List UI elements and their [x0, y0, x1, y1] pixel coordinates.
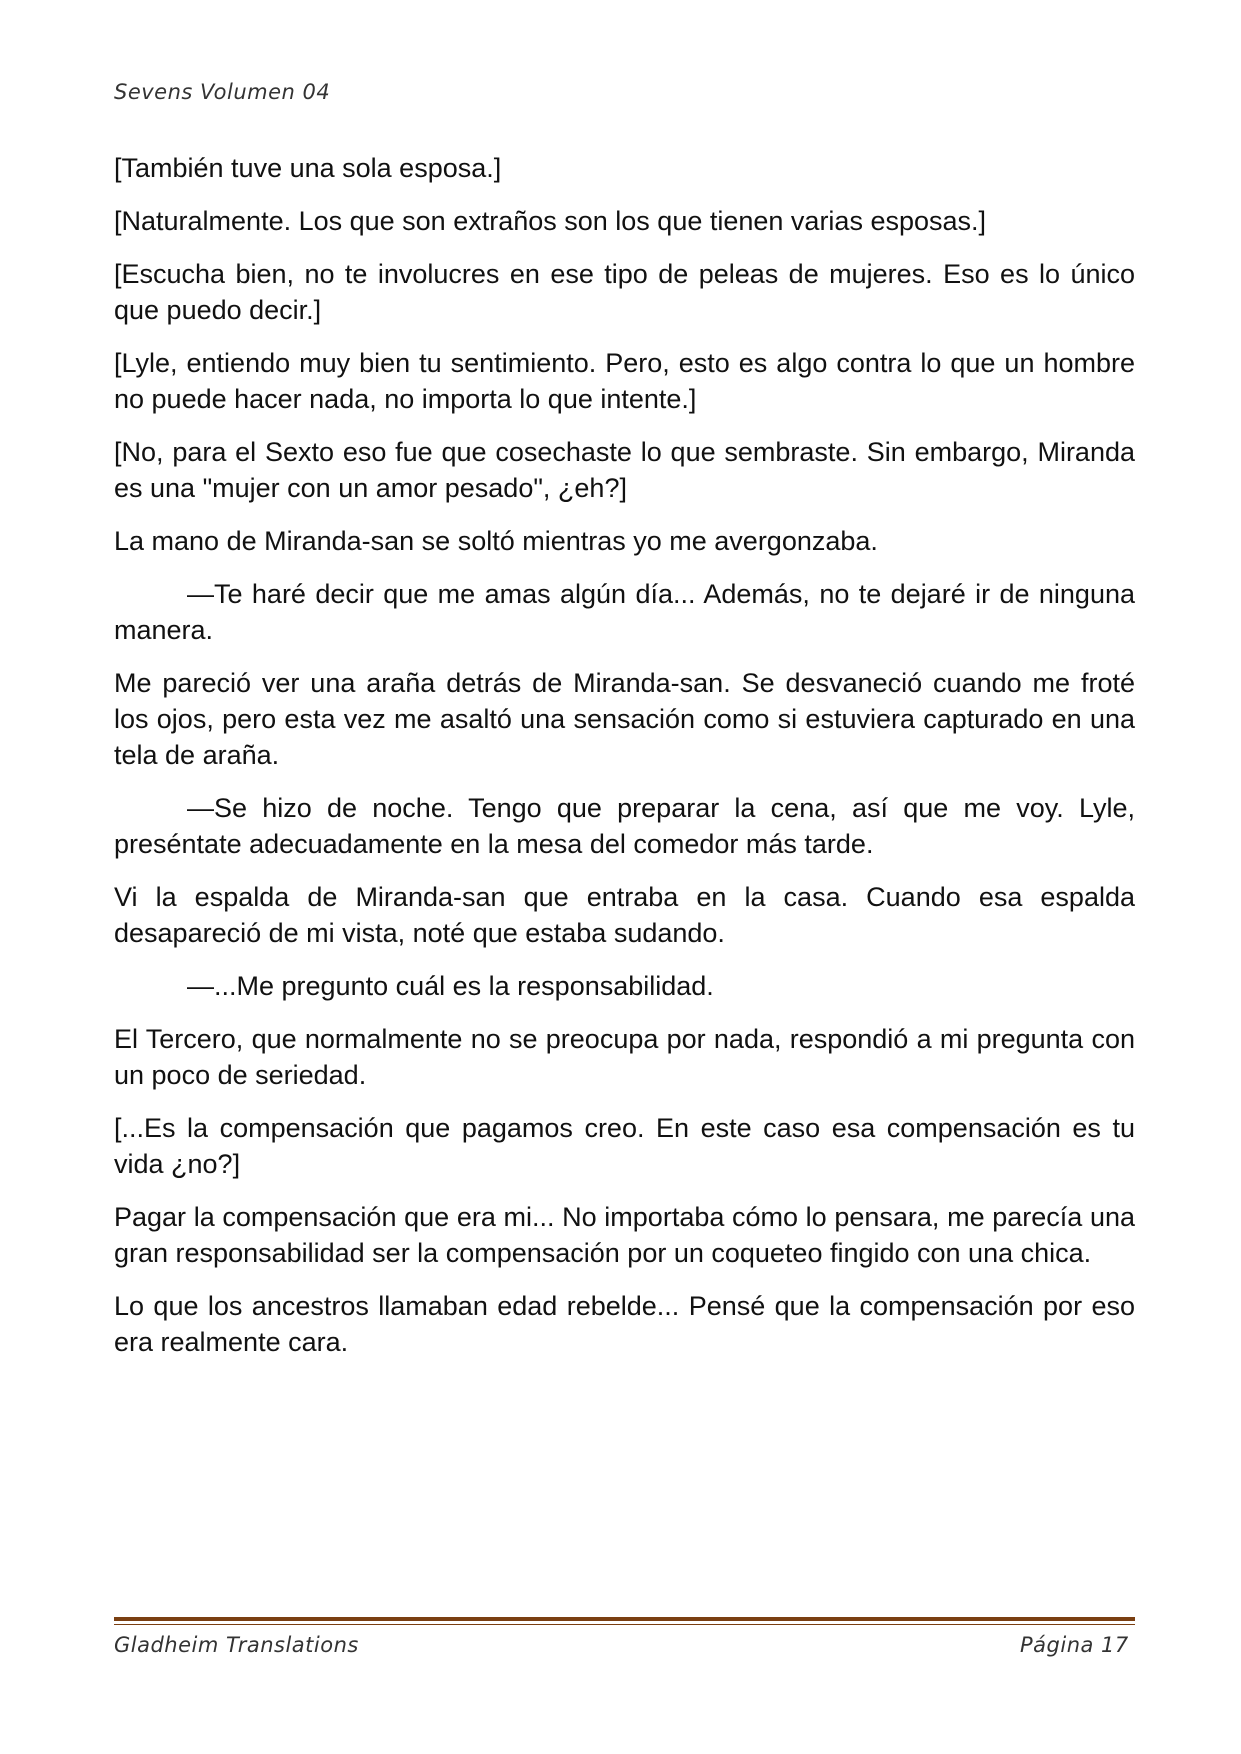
- paragraph: El Tercero, que normalmente no se preocupa por nada, respondió a mi pregunta con un poco de seriedad.: [114, 1024, 1135, 1090]
- paragraph: Me pareció ver una araña detrás de Miranda-san. Se desvaneció cuando me froté los ojos, pero esta vez me asaltó una sensación como si estuviera capturado en una tela de araña.: [114, 668, 1135, 770]
- footer-divider-thin: [114, 1624, 1135, 1625]
- paragraph: Pagar la compensación que era mi... No importaba cómo lo pensara, me parecía una gran responsabilidad ser la compensación por un coqueteo fingido con una chica.: [114, 1202, 1135, 1268]
- dialogue-paragraph: —...Me pregunto cuál es la responsabilidad.: [187, 971, 714, 1001]
- paragraph: Lo que los ancestros llamaban edad rebelde... Pensé que la compensación por eso era realmente cara.: [114, 1291, 1135, 1357]
- paragraph: Vi la espalda de Miranda-san que entraba en la casa. Cuando esa espalda desapareció de mi vista, noté que estaba sudando.: [114, 882, 1135, 948]
- footer-page-number: Página 17: [1020, 1633, 1129, 1657]
- footer-publisher: Gladheim Translations: [114, 1633, 359, 1657]
- paragraph: [Naturalmente. Los que son extraños son los que tienen varias esposas.]: [114, 206, 987, 236]
- paragraph: [También tuve una sola esposa.]: [114, 153, 502, 183]
- dialogue-paragraph: —Te haré decir que me amas algún día... Además, no te dejaré ir de ninguna manera.: [114, 579, 1135, 645]
- paragraph: [No, para el Sexto eso fue que cosechaste lo que sembraste. Sin embargo, Miranda es una "mujer con un amor pesado", ¿eh?]: [114, 437, 1135, 503]
- paragraph: La mano de Miranda-san se soltó mientras yo me avergonzaba.: [114, 526, 878, 556]
- footer-divider: [114, 1617, 1135, 1621]
- paragraph: [...Es la compensación que pagamos creo. En este caso esa compensación es tu vida ¿no?]: [114, 1113, 1135, 1179]
- page-header-title: Sevens Volumen 04: [114, 80, 331, 104]
- paragraph: [Lyle, entiendo muy bien tu sentimiento. Pero, esto es algo contra lo que un hombre no puede hacer nada, no importa lo que intente.]: [114, 348, 1135, 414]
- dialogue-paragraph: —Se hizo de noche. Tengo que preparar la cena, así que me voy. Lyle, preséntate adecuadamente en la mesa del comedor más tarde.: [114, 793, 1135, 859]
- paragraph: [Escucha bien, no te involucres en ese tipo de peleas de mujeres. Eso es lo único que puedo decir.]: [114, 259, 1135, 325]
- body-text: [114, 150, 1135, 1377]
